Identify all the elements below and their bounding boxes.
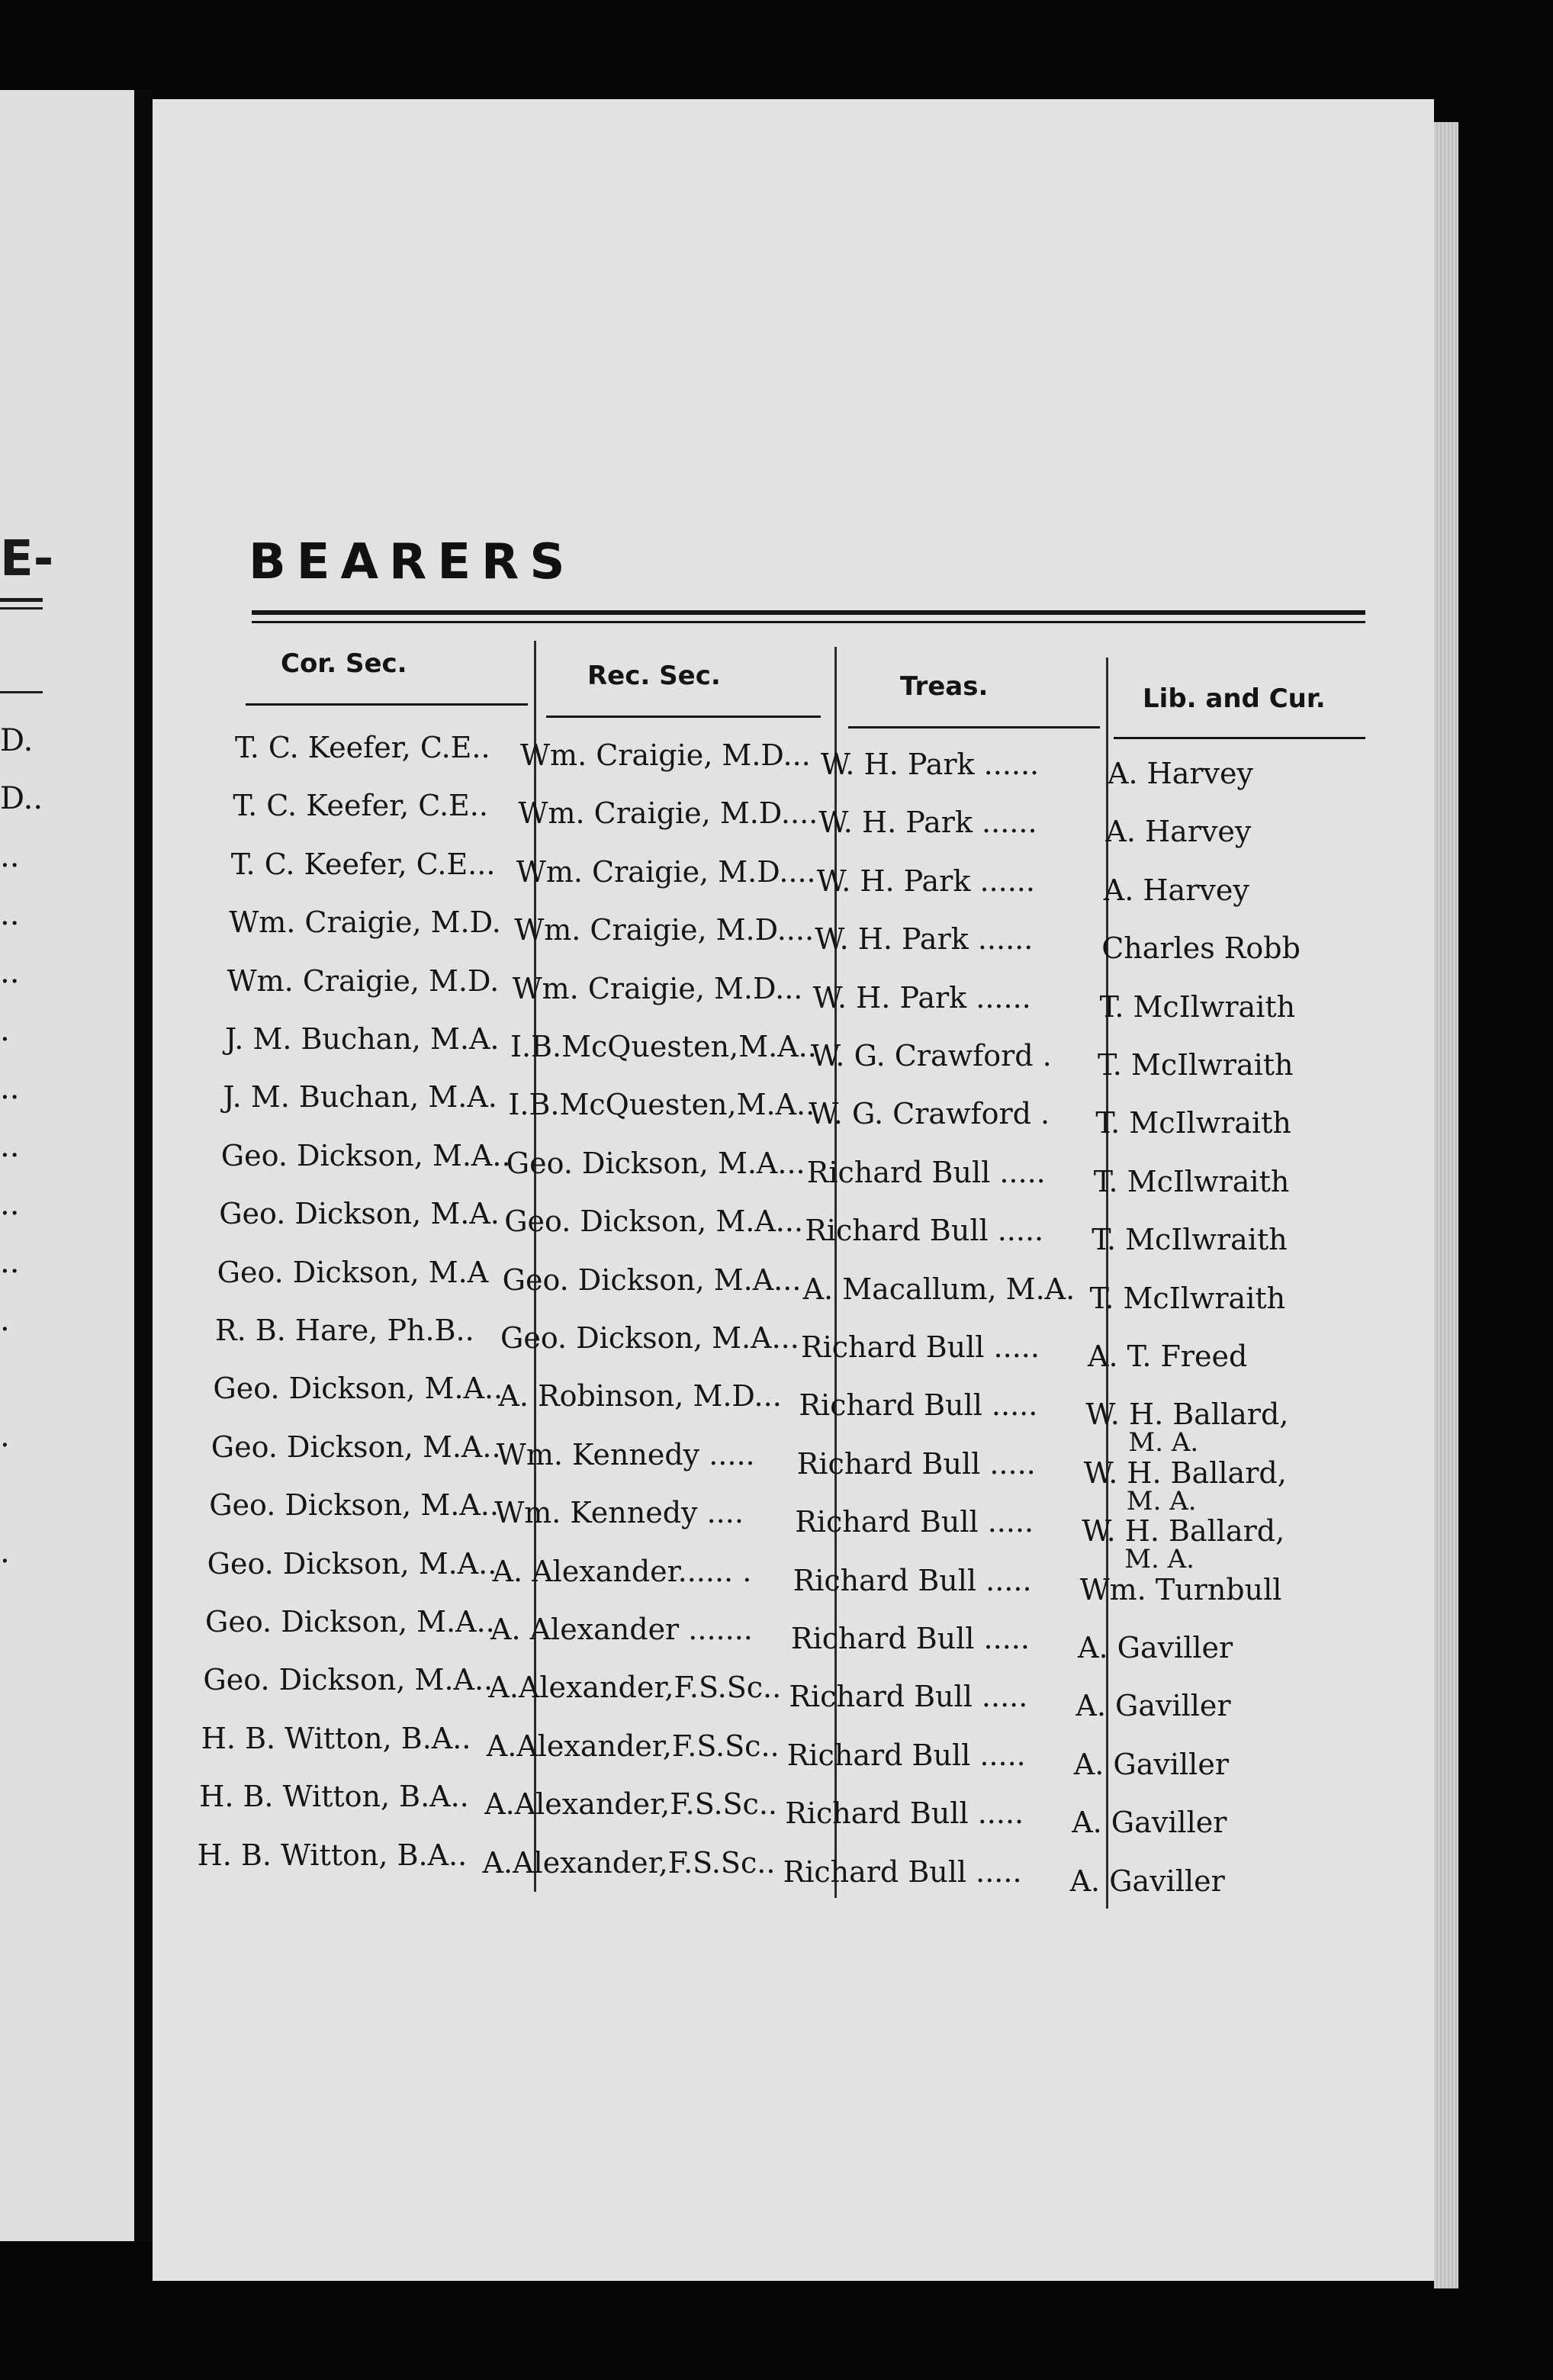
table-cell-rec-sec: Geo. Dickson, M.A... (500, 1321, 799, 1355)
table-cell-treas: W. H. Park ...... (818, 806, 1037, 840)
table-cell-cor-sec: J. M. Buchan, M.A. (223, 1080, 497, 1114)
facing-page-stub: D.. (0, 781, 43, 816)
table-cell-rec-sec: Wm. Craigie, M.D.... (518, 796, 818, 831)
table-cell-treas: W. G. Crawford . (809, 1097, 1050, 1131)
table-cell-lib-cur: T. McIlwraith (1095, 1106, 1291, 1140)
table-cell-treas: Richard Bull ..... (806, 1155, 1046, 1189)
table-cell-rec-sec: A.Alexander,F.S.Sc.. (484, 1787, 777, 1822)
table-cell-treas: Richard Bull ..... (789, 1680, 1028, 1714)
table-cell-cor-sec: Geo. Dickson, M.A.. (211, 1430, 501, 1464)
table-cell-lib-cur: A. Gaviller (1069, 1864, 1225, 1898)
table-cell-cor-sec: T. C. Keefer, C.E.. (235, 731, 490, 764)
table-cell-lib-cur: A. Gaviller (1073, 1747, 1229, 1781)
table-cell-lib-cur-continuation: M. A. (1124, 1544, 1194, 1575)
header-underline (848, 726, 1100, 728)
table-cell-lib-cur: T. McIlwraith (1098, 1048, 1294, 1082)
table-cell-rec-sec: Wm. Craigie, M.D... (520, 738, 811, 772)
table-cell-lib-cur: T. McIlwraith (1092, 1223, 1288, 1257)
table-cell-treas: W. H. Park ...... (815, 922, 1034, 957)
facing-page-stub: .. (0, 839, 20, 874)
table-cell-cor-sec: Geo. Dickson, M.A.. (207, 1546, 497, 1581)
table-cell-rec-sec: A.Alexander,F.S.Sc.. (486, 1729, 780, 1763)
table-cell-lib-cur-continuation: M. A. (1128, 1427, 1199, 1459)
table-cell-treas: Richard Bull ..... (796, 1446, 1036, 1481)
table-cell-cor-sec: T. C. Keefer, C.E... (230, 847, 496, 881)
facing-page-stub: .. (0, 1129, 20, 1164)
table-cell-rec-sec: A. Robinson, M.D... (498, 1379, 782, 1414)
table-cell-cor-sec: Geo. Dickson, M.A. (219, 1197, 500, 1231)
table-cell-treas: W. G. Crawford . (811, 1039, 1052, 1073)
facing-page-stub: .. (0, 897, 20, 932)
table-cell-treas: Richard Bull ..... (785, 1796, 1024, 1831)
table-cell-cor-sec: R. B. Hare, Ph.B.. (215, 1314, 474, 1347)
table-cell-cor-sec: Geo. Dickson, M.A (217, 1255, 489, 1289)
table-cell-lib-cur: T. McIlwraith (1099, 989, 1296, 1024)
table-cell-lib-cur: Wm. Turnbull (1079, 1572, 1282, 1606)
table-cell-lib-cur: A. T. Freed (1088, 1340, 1248, 1373)
table-cell-rec-sec: Wm. Kennedy ..... (496, 1437, 755, 1471)
table-cell-lib-cur: A. Gaviller (1078, 1631, 1233, 1664)
page-edge (1434, 122, 1458, 2288)
table-cell-rec-sec: A.Alexander,F.S.Sc.. (482, 1845, 776, 1880)
table-cell-cor-sec: H. B. Witton, B.A.. (201, 1721, 471, 1755)
table-cell-treas: Richard Bull ..... (786, 1738, 1026, 1772)
table-cell-cor-sec: Wm. Craigie, M.D. (227, 963, 500, 998)
table-cell-cor-sec: T. C. Keefer, C.E.. (233, 789, 488, 823)
table-cell-rec-sec: A. Alexander...... . (492, 1554, 752, 1588)
table-cell-rec-sec: I.B.McQuesten,M.A.. (510, 1030, 817, 1063)
facing-page-stub: . (0, 1419, 10, 1454)
column-header-treas: Treas. (900, 671, 989, 702)
table-cell-rec-sec: Wm. Kennedy .... (494, 1496, 744, 1530)
table-cell-treas: Richard Bull ..... (799, 1388, 1038, 1423)
facing-page-stub: .. (0, 955, 20, 990)
table-cell-rec-sec: Geo. Dickson, M.A... (506, 1146, 805, 1180)
table-cell-cor-sec: Geo. Dickson, M.A.. (213, 1372, 503, 1406)
table-cell-cor-sec: Geo. Dickson, M.A.. (205, 1605, 495, 1639)
facing-page-stub: .. (0, 1071, 20, 1106)
table-cell-cor-sec: Geo. Dickson, M.A.. (220, 1138, 511, 1172)
column-header-rec-sec: Rec. Sec. (587, 661, 721, 691)
table-cell-cor-sec: J. M. Buchan, M.A. (225, 1022, 500, 1056)
column-header-cor-sec: Cor. Sec. (281, 648, 407, 679)
table-cell-lib-cur: A. Gaviller (1072, 1806, 1227, 1840)
table-cell-lib-cur: A. Harvey (1103, 873, 1249, 907)
table-cell-cor-sec: H. B. Witton, B.A.. (197, 1838, 468, 1872)
header-underline (1114, 737, 1365, 739)
header-underline (546, 716, 821, 718)
table-cell-treas: Richard Bull ..... (801, 1330, 1040, 1364)
table-cell-lib-cur: W. H. Ballard, (1085, 1397, 1289, 1432)
table-cell-rec-sec: I.B.McQuesten,M.A.. (508, 1088, 815, 1122)
table-cell-treas: W. H. Park ...... (812, 980, 1031, 1015)
facing-page-stub: D. (0, 723, 34, 758)
table-cell-lib-cur-continuation: M. A. (1126, 1485, 1197, 1516)
table-cell-cor-sec: Wm. Craigie, M.D. (229, 905, 501, 940)
header-underline (246, 703, 528, 706)
table-cell-rec-sec: Geo. Dickson, M.A... (502, 1262, 802, 1297)
column-header-lib-cur: Lib. and Cur. (1143, 683, 1326, 714)
facing-page-stub: . (0, 1303, 10, 1338)
facing-page-stub: .. (0, 1187, 20, 1222)
table-cell-rec-sec: A. Alexander ....... (490, 1613, 753, 1646)
page-title: BEARERS (249, 534, 576, 590)
table-cell-lib-cur: W. H. Ballard, (1083, 1455, 1287, 1490)
table-cell-lib-cur: T. McIlwraith (1093, 1164, 1290, 1198)
table-cell-rec-sec: Wm. Craigie, M.D.... (514, 913, 815, 947)
table-cell-treas: Richard Bull ..... (805, 1214, 1044, 1248)
title-rule-thick (252, 610, 1365, 615)
title-rule-thin (252, 621, 1365, 623)
facing-page-heading: E- (0, 531, 54, 587)
table-cell-treas: Richard Bull ..... (795, 1505, 1034, 1539)
table-cell-lib-cur: T. McIlwraith (1089, 1281, 1286, 1315)
facing-page (0, 90, 134, 2241)
table-cell-treas: Richard Bull ..... (783, 1854, 1022, 1889)
table-cell-lib-cur: W. H. Ballard, (1082, 1514, 1285, 1549)
table-cell-lib-cur: Charles Robb (1101, 931, 1301, 966)
table-cell-treas: Richard Bull ..... (793, 1563, 1032, 1597)
table-cell-treas: A. Macallum, M.A. (802, 1272, 1076, 1306)
book-spine (134, 90, 153, 2241)
facing-page-stub: . (0, 1535, 10, 1570)
table-cell-rec-sec: Geo. Dickson, M.A... (504, 1204, 804, 1239)
facing-page-stub: . (0, 1013, 10, 1048)
table-cell-treas: Richard Bull ..... (791, 1622, 1030, 1655)
table-cell-lib-cur: A. Gaviller (1076, 1689, 1231, 1723)
table-cell-rec-sec: Wm. Craigie, M.D... (512, 971, 803, 1005)
facing-page-rule (0, 598, 43, 602)
table-cell-treas: W. H. Park ...... (821, 748, 1040, 781)
table-cell-rec-sec: A.Alexander,F.S.Sc.. (488, 1671, 782, 1705)
table-cell-lib-cur: A. Harvey (1108, 757, 1253, 790)
facing-page-stub: .. (0, 1245, 20, 1280)
table-cell-lib-cur: A. Harvey (1105, 815, 1252, 849)
table-cell-treas: W. H. Park ...... (816, 864, 1035, 898)
table-cell-cor-sec: Geo. Dickson, M.A.. (203, 1663, 494, 1697)
facing-page-rule (0, 691, 43, 693)
table-cell-cor-sec: Geo. Dickson, M.A.. (209, 1488, 499, 1523)
table-cell-rec-sec: Wm. Craigie, M.D.... (516, 854, 816, 889)
table-cell-cor-sec: H. B. Witton, B.A.. (199, 1780, 469, 1814)
facing-page-rule (0, 607, 43, 609)
